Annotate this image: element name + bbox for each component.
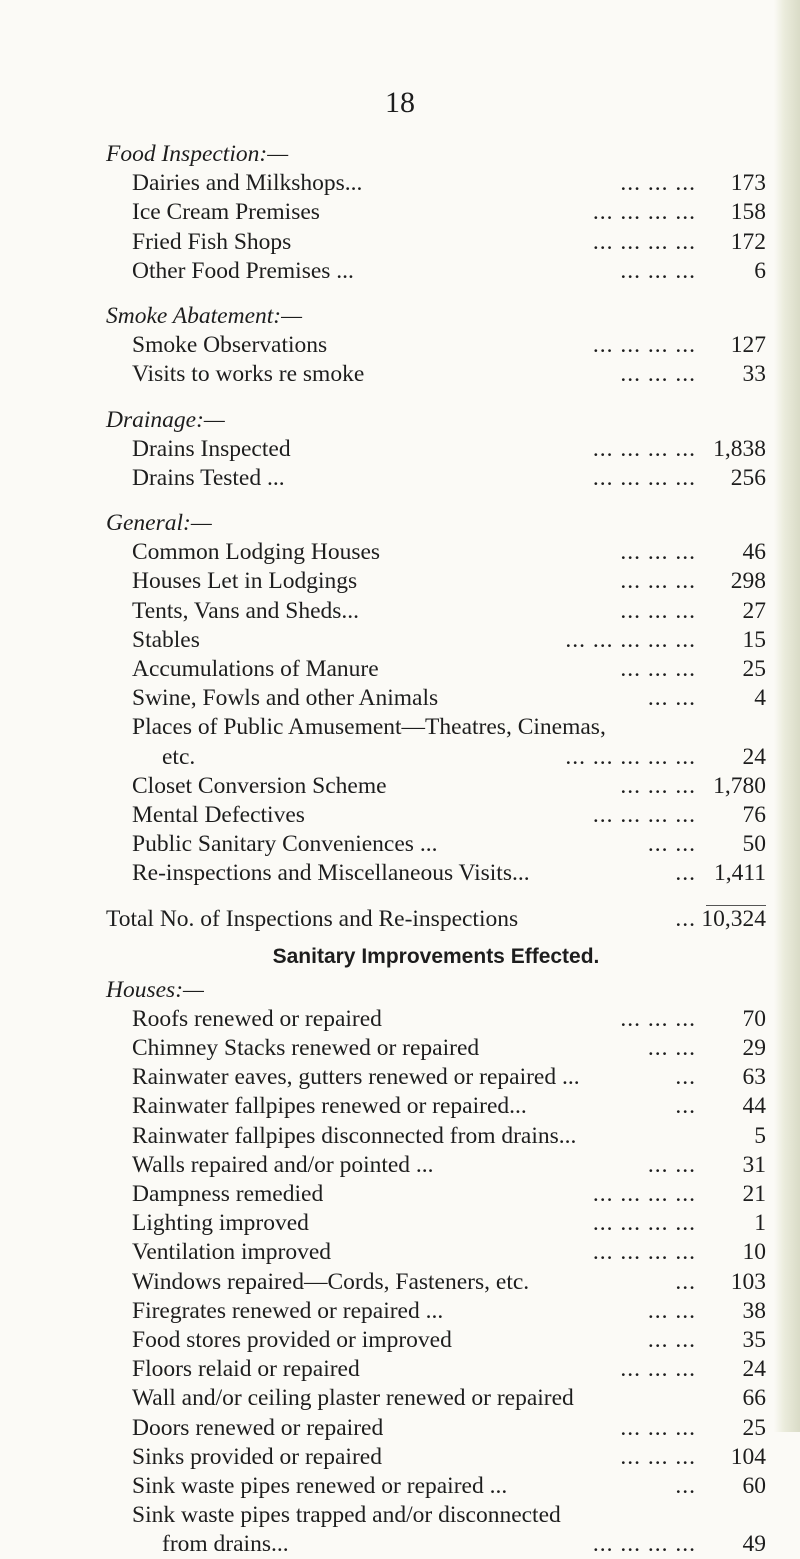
general-leader-dots: ... ... ...: [620, 539, 696, 566]
general-value: 50: [742, 831, 766, 858]
general-row: [106, 684, 766, 713]
food-inspection-value: 173: [730, 170, 766, 197]
general-row: [106, 859, 766, 888]
drainage-value: 1,838: [713, 435, 766, 462]
food-inspection-value: 172: [730, 228, 766, 255]
food-inspection-label: Dairies and Milkshops...: [132, 170, 363, 197]
houses-value: 29: [742, 1035, 766, 1062]
houses-leader-dots: ... ... ...: [620, 1414, 696, 1441]
houses-leader-dots: ...: [675, 1472, 696, 1499]
food-inspection-row: [106, 198, 766, 227]
general-leader-dots: ... ... ...: [620, 772, 696, 799]
houses-leader-dots: ... ...: [647, 1326, 696, 1353]
houses-row: [106, 1472, 766, 1501]
houses-row: [106, 1501, 766, 1530]
houses-leader-dots: ...: [675, 1268, 696, 1295]
houses-value: 103: [730, 1268, 766, 1295]
general-value: 24: [742, 743, 766, 770]
general-label: Houses Let in Lodgings: [132, 568, 358, 595]
houses-value: 60: [742, 1472, 766, 1499]
food-inspection-value: 158: [730, 199, 766, 226]
general-label: Public Sanitary Conveniences ...: [132, 831, 438, 858]
general-leader-dots: ... ...: [647, 685, 696, 712]
drainage-heading: Drainage:—: [106, 406, 225, 433]
page-number: 18: [385, 86, 415, 119]
houses-label: Walls repaired and/or pointed ...: [132, 1151, 434, 1178]
general-value: 1,780: [713, 772, 766, 799]
smoke-abatement-value: 33: [742, 361, 766, 388]
houses-leader-dots: ... ...: [647, 1035, 696, 1062]
houses-label: Doors renewed or repaired: [132, 1414, 384, 1441]
houses-label: Sinks provided or repaired: [132, 1443, 382, 1470]
food-inspection-list: [106, 169, 766, 286]
food-inspection-label: Ice Cream Premises: [132, 199, 320, 226]
houses-label: Floors relaid or repaired: [132, 1356, 360, 1383]
houses-row: [106, 1238, 766, 1267]
general-label: Common Lodging Houses: [132, 539, 381, 566]
food-inspection-row: [106, 228, 766, 257]
houses-list: [106, 1005, 766, 1559]
general-row: [106, 626, 766, 655]
general-row: [106, 597, 766, 626]
smoke-abatement-label: Visits to works re smoke: [132, 361, 365, 388]
houses-label: Dampness remedied: [132, 1181, 324, 1207]
houses-row: [106, 1092, 766, 1121]
houses-row: [106, 1530, 766, 1559]
houses-label: Wall and/or ceiling plaster renewed or repaired: [132, 1385, 574, 1412]
drainage-leader-dots: ... ... ... ...: [592, 435, 696, 462]
houses-value: 66: [742, 1385, 766, 1412]
drainage-label: Drains Tested ...: [132, 464, 285, 491]
general-row: [106, 743, 766, 772]
general-label: Swine, Fowls and other Animals: [132, 685, 439, 712]
general-leader-dots: ... ... ...: [620, 568, 696, 595]
houses-value: 63: [742, 1064, 766, 1091]
general-row: [106, 713, 766, 742]
general-heading: General:—: [106, 510, 212, 537]
houses-row: [106, 1034, 766, 1063]
general-leader-dots: ... ...: [647, 831, 696, 858]
smoke-abatement-row: [106, 331, 766, 360]
houses-label: Sink waste pipes renewed or repaired ...: [132, 1472, 508, 1499]
houses-leader-dots: ... ... ... ...: [592, 1181, 696, 1207]
houses-label: from drains...: [162, 1531, 289, 1558]
food-inspection-leader-dots: ... ... ... ...: [592, 228, 696, 255]
smoke-abatement-leader-dots: ... ... ...: [620, 361, 696, 388]
houses-value: 104: [730, 1443, 766, 1470]
houses-row: [106, 1209, 766, 1238]
general-leader-dots: ... ... ... ... ...: [565, 743, 696, 770]
total-row: [106, 905, 766, 934]
houses-value: 5: [754, 1122, 766, 1149]
houses-label: Lighting improved: [132, 1210, 309, 1237]
general-row: [106, 538, 766, 567]
houses-leader-dots: ... ... ... ...: [592, 1239, 696, 1266]
general-leader-dots: ... ... ...: [620, 597, 696, 624]
smoke-abatement-list: [106, 331, 766, 389]
food-inspection-leader-dots: ... ... ...: [620, 257, 696, 284]
smoke-abatement-row: [106, 360, 766, 389]
general-leader-dots: ... ... ... ... ...: [565, 626, 696, 653]
houses-value: 49: [742, 1531, 766, 1558]
smoke-abatement-value: 127: [730, 332, 766, 359]
general-leader-dots: ... ... ... ...: [592, 801, 696, 828]
houses-value: 21: [742, 1181, 766, 1207]
food-inspection-leader-dots: ... ... ... ...: [592, 199, 696, 226]
general-label: Places of Public Amusement—Theatres, Cinemas,: [132, 714, 606, 741]
drainage-row: [106, 464, 766, 493]
general-value: 15: [742, 626, 766, 653]
general-leader-dots: ... ... ...: [620, 656, 696, 682]
general-row: [106, 655, 766, 684]
general-row: [106, 801, 766, 830]
general-value: 27: [742, 597, 766, 624]
houses-label: Food stores provided or improved: [132, 1326, 452, 1353]
houses-leader-dots: ... ... ... ...: [592, 1531, 696, 1558]
houses-leader-dots: ...: [675, 1093, 696, 1120]
houses-label: Windows repaired—Cords, Fasteners, etc.: [132, 1268, 530, 1295]
houses-label: Ventilation improved: [132, 1239, 332, 1266]
smoke-abatement-heading: Smoke Abatement:—: [106, 302, 302, 329]
general-list: [106, 538, 766, 888]
houses-label: Firegrates renewed or repaired ...: [132, 1297, 444, 1324]
houses-value: 31: [742, 1151, 766, 1178]
drainage-leader-dots: ... ... ... ...: [592, 464, 696, 491]
houses-row: [106, 1268, 766, 1297]
houses-row: [106, 1151, 766, 1180]
houses-value: 38: [742, 1297, 766, 1324]
drainage-label: Drains Inspected: [132, 435, 291, 462]
houses-value: 70: [742, 1005, 766, 1032]
smoke-abatement-label: Smoke Observations: [132, 332, 328, 359]
food-inspection-value: 6: [754, 257, 766, 284]
general-value: 1,411: [713, 860, 766, 887]
general-value: 76: [742, 801, 766, 828]
houses-row: [106, 1122, 766, 1151]
general-row: [106, 830, 766, 859]
general-value: 46: [742, 539, 766, 566]
general-value: 4: [754, 685, 766, 712]
houses-row: [106, 1384, 766, 1413]
houses-value: 10: [742, 1239, 766, 1266]
general-leader-dots: ...: [675, 860, 696, 887]
houses-row: [106, 1063, 766, 1092]
general-label: Tents, Vans and Sheds...: [132, 597, 360, 624]
food-inspection-leader-dots: ... ... ...: [620, 170, 696, 197]
houses-leader-dots: ... ... ... ...: [592, 1210, 696, 1237]
general-value: 25: [742, 656, 766, 682]
total-value: 10,324: [701, 905, 766, 932]
food-inspection-heading: Food Inspection:—: [106, 141, 289, 167]
houses-label: Sink waste pipes trapped and/or disconnected: [132, 1502, 561, 1529]
general-label: Stables: [132, 626, 200, 653]
general-row: [106, 772, 766, 801]
general-label: Accumulations of Manure: [132, 656, 379, 682]
houses-leader-dots: ... ... ...: [620, 1443, 696, 1470]
general-label: etc.: [162, 743, 196, 770]
houses-label: Rainwater eaves, gutters renewed or repaired ...: [132, 1064, 580, 1091]
houses-row: [106, 1326, 766, 1355]
drainage-row: [106, 435, 766, 464]
food-inspection-label: Fried Fish Shops: [132, 228, 292, 255]
houses-row: [106, 1443, 766, 1472]
houses-leader-dots: ... ... ...: [620, 1005, 696, 1032]
houses-value: 35: [742, 1326, 766, 1353]
drainage-list: [106, 435, 766, 493]
houses-row: [106, 1005, 766, 1034]
report-body: [106, 140, 766, 1559]
houses-leader-dots: ...: [675, 1064, 696, 1091]
houses-value: 25: [742, 1414, 766, 1441]
houses-label: Chimney Stacks renewed or repaired: [132, 1035, 480, 1062]
general-row: [106, 567, 766, 596]
general-label: Closet Conversion Scheme: [132, 772, 387, 799]
houses-row: [106, 1414, 766, 1443]
food-inspection-row: [106, 169, 766, 198]
houses-row: [106, 1355, 766, 1384]
food-inspection-label: Other Food Premises ...: [132, 257, 354, 284]
houses-label: Rainwater fallpipes renewed or repaired...: [132, 1093, 527, 1120]
houses-row: [106, 1297, 766, 1326]
sanitary-improvements-title: Sanitary Improvements Effected.: [272, 944, 600, 968]
general-value: 298: [730, 568, 766, 595]
houses-row: [106, 1180, 766, 1209]
general-label: Mental Defectives: [132, 801, 305, 828]
total-dots: ...: [675, 905, 696, 932]
houses-value: 44: [742, 1093, 766, 1120]
houses-leader-dots: ... ...: [647, 1151, 696, 1178]
houses-value: 24: [742, 1356, 766, 1383]
houses-value: 1: [754, 1210, 766, 1237]
houses-leader-dots: ... ... ...: [620, 1356, 696, 1383]
drainage-value: 256: [730, 464, 766, 491]
smoke-abatement-leader-dots: ... ... ... ...: [592, 332, 696, 359]
houses-heading: Houses:—: [106, 976, 204, 1003]
houses-label: Rainwater fallpipes disconnected from drains...: [132, 1122, 577, 1149]
total-label: Total No. of Inspections and Re-inspections: [106, 905, 519, 932]
houses-label: Roofs renewed or repaired: [132, 1005, 382, 1032]
general-label: Re-inspections and Miscellaneous Visits...: [132, 860, 530, 887]
food-inspection-row: [106, 257, 766, 286]
houses-leader-dots: ... ...: [647, 1297, 696, 1324]
